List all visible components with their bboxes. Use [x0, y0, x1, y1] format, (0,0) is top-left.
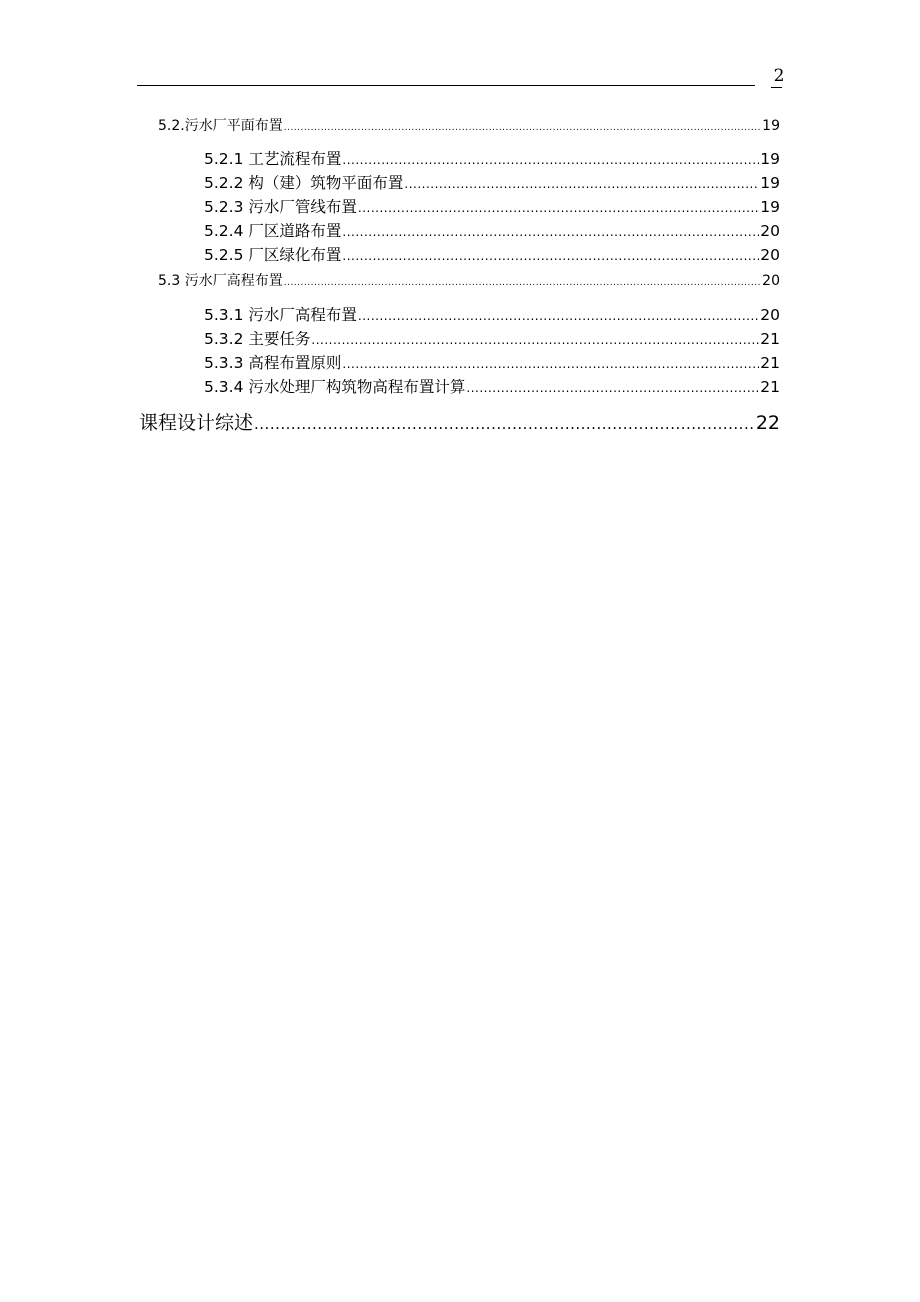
toc-entry-page: 22	[755, 412, 780, 434]
toc-dot-leader	[358, 305, 759, 327]
toc-entry-label: 5.2.污水厂平面布置	[158, 118, 283, 134]
toc-dot-leader	[342, 149, 759, 171]
toc-dot-leader	[358, 197, 759, 219]
toc-entry-label: 5.2.3 污水厂管线布置	[204, 198, 357, 216]
toc-entry-label: 5.3.2 主要任务	[204, 330, 311, 348]
toc-entry-label: 5.3.1 污水厂高程布置	[204, 306, 357, 324]
toc-entry-course-design-summary[interactable]	[139, 409, 780, 437]
toc-dot-leader	[342, 353, 759, 375]
toc-entry-page: 20	[760, 222, 780, 240]
toc-entry-label: 5.3.4 污水处理厂构筑物高程布置计算	[204, 378, 466, 396]
toc-dot-leader	[466, 377, 759, 399]
toc-dot-leader	[342, 245, 759, 267]
page-number: 2	[773, 66, 785, 86]
toc-dot-leader	[284, 273, 761, 293]
toc-entry-page: 20	[760, 246, 780, 264]
toc-entry-page: 19	[760, 174, 780, 192]
toc-entry-5-2-1[interactable]	[204, 148, 780, 170]
toc-entry-page: 20	[762, 273, 780, 289]
toc-entry-page: 21	[760, 354, 780, 372]
toc-entry-label: 5.3.3 高程布置原则	[204, 354, 342, 372]
toc-entry-label: 5.2.5 厂区绿化布置	[204, 246, 342, 264]
toc-entry-label: 5.2.1 工艺流程布置	[204, 150, 342, 168]
toc-entry-label: 5.2.4 厂区道路布置	[204, 222, 342, 240]
toc-dot-leader	[254, 410, 755, 438]
toc-dot-leader	[284, 118, 761, 138]
toc-entry-5-2[interactable]	[158, 116, 780, 136]
toc-entry-page: 19	[760, 198, 780, 216]
toc-entry-label: 5.3 污水厂高程布置	[158, 273, 283, 289]
toc-entry-5-3-2[interactable]	[204, 328, 780, 350]
toc-dot-leader	[342, 221, 759, 243]
toc-entry-page: 21	[760, 378, 780, 396]
toc-entry-page: 19	[760, 150, 780, 168]
toc-entry-page: 21	[760, 330, 780, 348]
toc-entry-5-3[interactable]	[158, 271, 780, 291]
toc-entry-5-2-5[interactable]	[204, 244, 780, 266]
toc-entry-5-2-4[interactable]	[204, 220, 780, 242]
toc-entry-5-3-1[interactable]	[204, 304, 780, 326]
toc-dot-leader	[311, 329, 759, 351]
toc-entry-page: 19	[762, 118, 780, 134]
toc-entry-label: 课程设计综述	[139, 412, 254, 434]
toc-dot-leader	[404, 173, 759, 195]
toc-entry-5-2-3[interactable]	[204, 196, 780, 218]
toc-entry-5-3-4[interactable]	[204, 376, 780, 398]
toc-entry-page: 20	[760, 306, 780, 324]
toc-entry-5-2-2[interactable]	[204, 172, 780, 194]
toc-entry-5-3-3[interactable]	[204, 352, 780, 374]
toc-entry-label: 5.2.2 构（建）筑物平面布置	[204, 174, 404, 192]
